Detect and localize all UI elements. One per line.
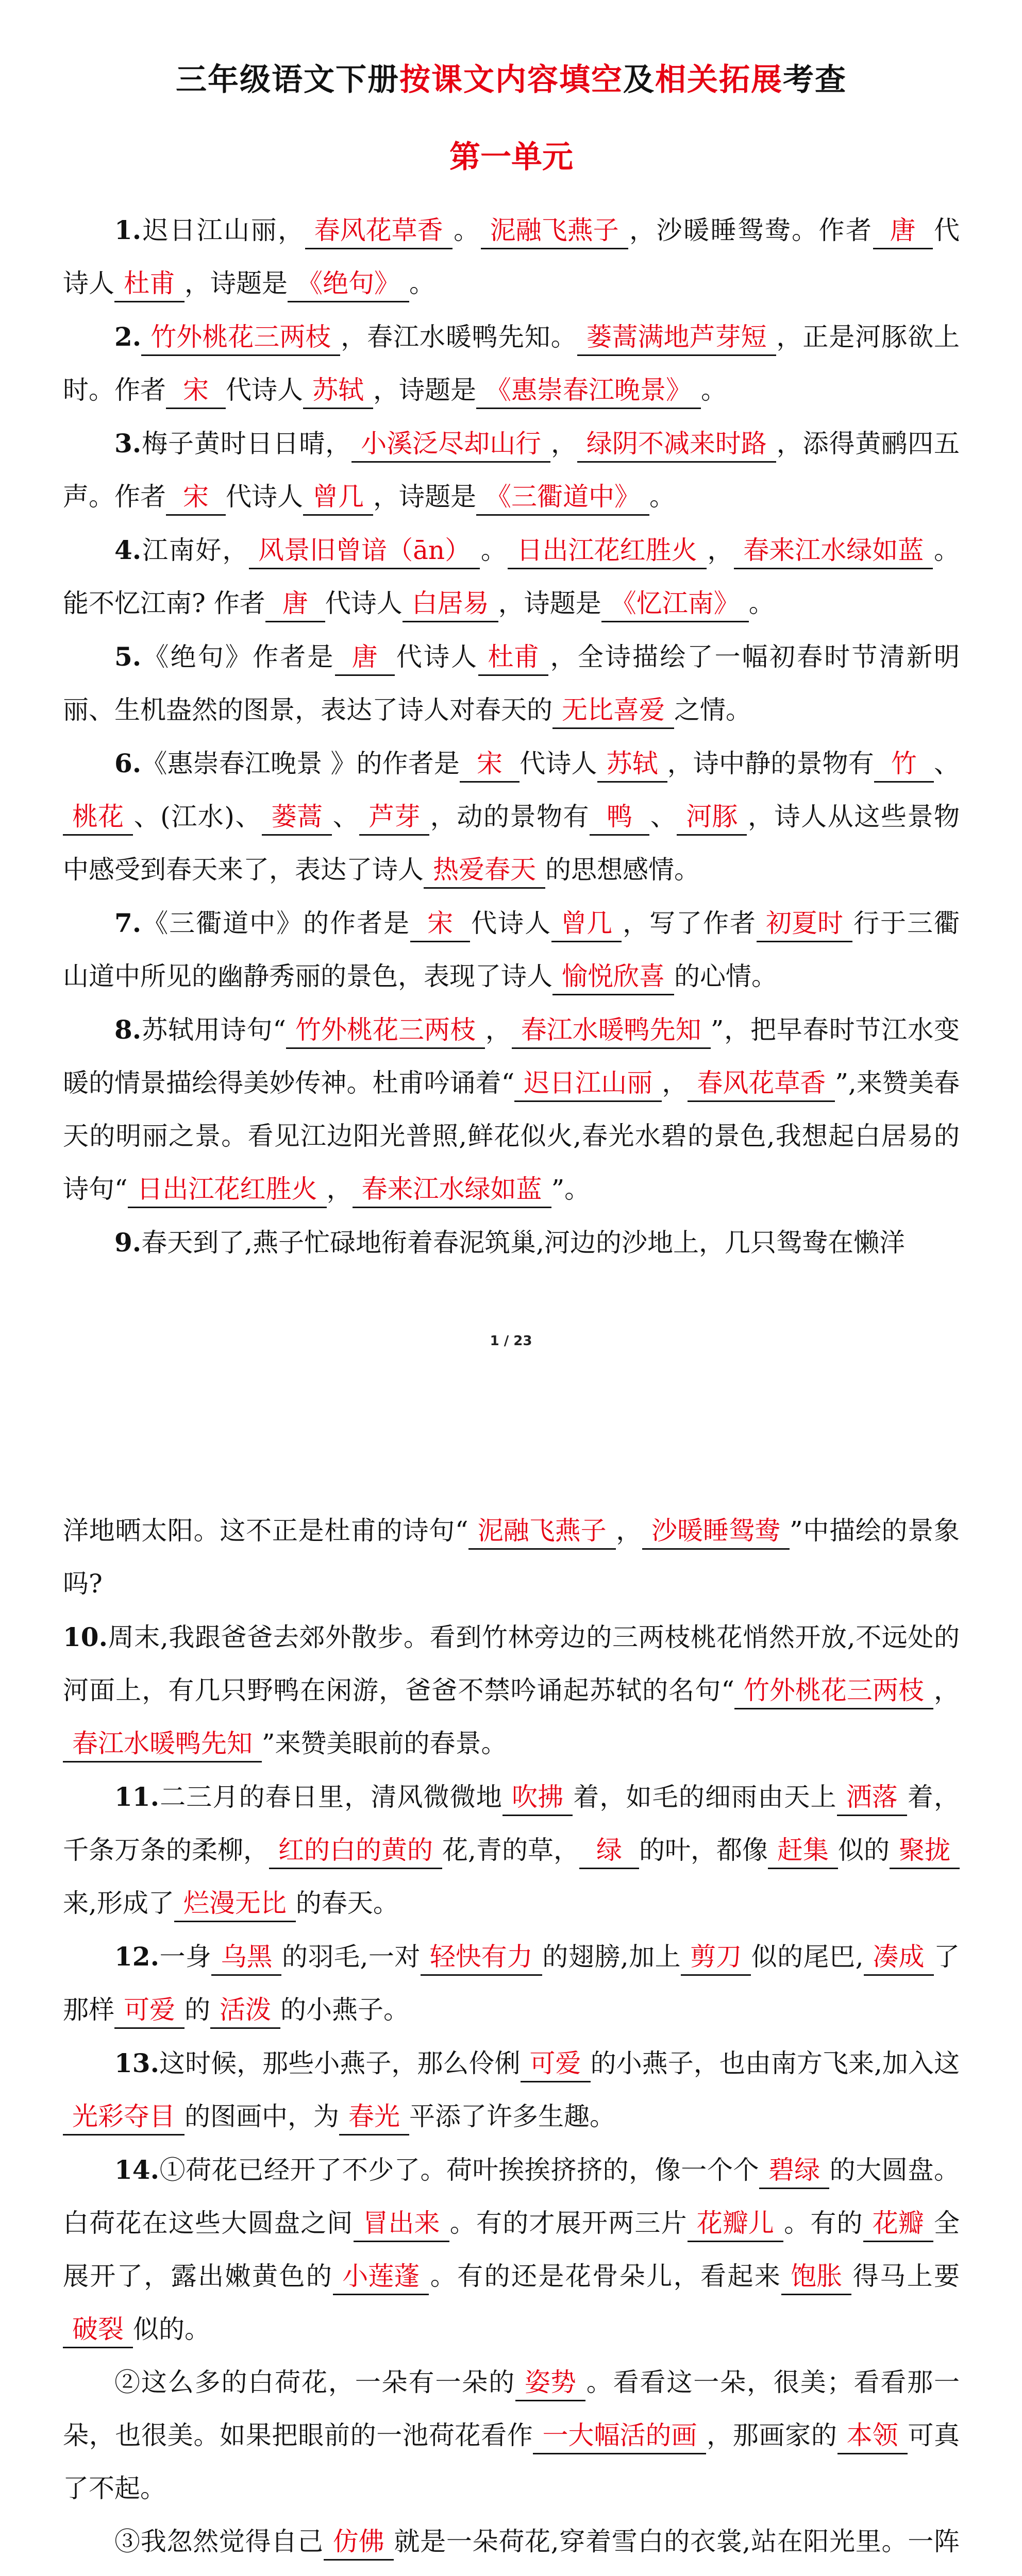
question-14-part-1: [63, 2143, 960, 2356]
answer-blank: 曾几: [551, 906, 622, 942]
answer-blank: 热爱春天: [424, 852, 545, 889]
text: ，沙暖睡鸳鸯。作者: [628, 215, 873, 245]
answer-blank: 日出江花红胜火: [508, 533, 707, 569]
answer-blank: 唐: [335, 639, 395, 676]
text: ，动的景物有: [429, 802, 590, 832]
answer-blank: 泥融飞燕子: [468, 1513, 616, 1550]
answer-blank: 愉悦欣喜: [552, 959, 674, 995]
answer-blank: 可爱: [521, 2046, 591, 2082]
text: 着，千条万条的柔柳，: [63, 1782, 960, 1865]
answer-blank: 蒌蒿: [262, 799, 332, 836]
text: ，添得黄鹂四五声。作者: [63, 429, 960, 512]
text: 。有的才展开两三片: [449, 2208, 688, 2238]
answer-blank: 小溪泛尽却山行: [351, 426, 550, 463]
text: 《三衢道中》的作者是: [141, 908, 411, 938]
answer-blank: 竹外桃花三两枝: [286, 1012, 485, 1049]
text: 代诗人: [325, 588, 403, 618]
text: 的: [185, 1995, 210, 2025]
answer-blank: 春江水暖鸭先知: [512, 1012, 711, 1049]
text: 的大圆盘。白荷花在这些大圆盘之间: [63, 2155, 960, 2238]
text: ，写了作者: [622, 908, 757, 938]
question-number: 10.: [63, 1622, 108, 1652]
page-1-content: [63, 57, 960, 1269]
text: ”，把早春时节江水变暖的情景描绘得美妙传神。杜甫吟诵着“: [63, 1015, 960, 1098]
text: 的翅膀,加上: [542, 1942, 681, 1972]
text: 代诗人: [226, 375, 303, 405]
text: 全展开了，露出嫩黄色的: [63, 2208, 960, 2291]
question-number: 3.: [114, 428, 142, 459]
question-number: 12.: [114, 1941, 159, 1972]
text: 的小燕子。: [280, 1995, 409, 2025]
answer-blank: 春光: [339, 2099, 409, 2136]
question-4: [63, 523, 960, 630]
text: 、(江水)、: [133, 802, 262, 832]
answer-blank: 赶集: [768, 1833, 838, 1869]
text: 。: [748, 588, 775, 618]
text: ①荷花已经开了不少了。荷叶挨挨挤挤的，像一个个: [159, 2155, 760, 2185]
text: ，: [484, 1015, 512, 1045]
question-5: [63, 630, 960, 737]
text: ，: [933, 1675, 960, 1705]
answer-blank: 本领: [837, 2418, 908, 2454]
text: 的羽毛,一对: [281, 1942, 421, 1972]
answer-blank: 无比喜爱: [552, 692, 674, 729]
answer-blank: 一大幅活的画: [533, 2418, 706, 2454]
answer-blank: 光彩夺目: [63, 2099, 185, 2136]
answer-blank: 杜甫: [114, 266, 185, 302]
text: ，: [326, 1174, 353, 1204]
answer-blank: 轻快有力: [421, 1939, 542, 1976]
question-9-part-1: [63, 1216, 960, 1269]
text: 迟日江山丽，: [141, 215, 305, 245]
answer-blank: 仿佛: [324, 2524, 394, 2561]
text: 似的尾巴,: [751, 1942, 864, 1972]
text: 。有的: [783, 2208, 863, 2238]
question-6: [63, 737, 960, 896]
text: 了那样: [63, 1942, 960, 2025]
question-3: [63, 417, 960, 523]
question-12: [63, 1930, 960, 2037]
answer-blank: 宋: [166, 372, 226, 409]
text: ，: [662, 1068, 688, 1098]
text: ，诗题是: [498, 588, 601, 618]
answer-blank: 风景旧曾谙（ān）: [249, 533, 480, 569]
text: 。: [409, 268, 435, 298]
text: 周末,我跟爸爸去郊外散步。看到竹林旁边的三两枝桃花悄然开放,不远处的河面上，有几只野鸭在闲游，爸爸不禁吟诵起苏轼的名句“: [63, 1622, 960, 1705]
answer-blank: 桃花: [63, 799, 133, 836]
question-number: 11.: [114, 1782, 159, 1812]
answer-blank: 鸭: [590, 799, 649, 836]
text: 梅子黄时日日晴，: [141, 429, 352, 459]
question-number: 2.: [114, 321, 142, 352]
text: 《绝句》作者是: [141, 642, 335, 672]
text: 平添了许多生趣。: [409, 2102, 615, 2131]
text: 苏轼用诗句“: [141, 1015, 286, 1045]
question-11: [63, 1770, 960, 1930]
text: 代诗人: [63, 215, 960, 298]
text: ，诗人从这些景物中感受到春天来了，表达了诗人: [63, 802, 960, 885]
answer-blank: 活泼: [210, 1992, 280, 2029]
title-part-b: 按课文内容填空: [399, 62, 623, 98]
text: ”。: [551, 1174, 591, 1204]
question-13: [63, 2037, 960, 2143]
answer-blank: 《三衢道中》: [476, 479, 649, 516]
answer-blank: 聚拢: [890, 1833, 960, 1869]
text: ，诗中静的景物有: [667, 749, 874, 778]
text: ，正是河豚欲上时。作者: [63, 322, 960, 405]
text: ，诗题是: [373, 375, 476, 405]
title-part-e: 考查: [783, 62, 847, 98]
title-part-a: 三年级语文下册: [176, 62, 399, 98]
text: ，: [706, 535, 734, 565]
answer-blank: 剪刀: [681, 1939, 751, 1976]
answer-blank: 烂漫无比: [174, 1886, 296, 1922]
page-2-content: [63, 1504, 960, 2576]
question-9-part-2: [63, 1504, 960, 1611]
answer-blank: 唐: [873, 213, 933, 249]
answer-blank: 可爱: [114, 1992, 185, 2029]
text: 的叶，都像: [639, 1835, 768, 1865]
text: 来,形成了: [63, 1888, 174, 1918]
answer-blank: 绿阴不减来时路: [577, 426, 776, 463]
text: 。看看这一朵，很美；看看那一朵，也很美。如果把眼前的一池荷花看作: [63, 2367, 960, 2450]
text: 代诗人: [520, 749, 597, 778]
text: 一身: [159, 1942, 212, 1972]
answer-blank: 白居易: [403, 586, 498, 622]
text: ，诗题是: [185, 268, 288, 298]
answer-blank: 破裂: [63, 2312, 133, 2348]
answer-blank: 冒出来: [354, 2206, 449, 2242]
text: ”中描绘的景象吗?: [63, 1516, 960, 1599]
text: 的春天。: [295, 1888, 399, 1918]
page-2: [0, 1463, 1022, 2576]
answer-blank: 杜甫: [478, 639, 548, 676]
answer-blank: 宋: [410, 906, 470, 942]
question-1: [63, 204, 960, 310]
answer-blank: 河豚: [677, 799, 747, 836]
answer-blank: 花瓣儿: [688, 2206, 783, 2242]
text: 春天到了,燕子忙碌地衔着春泥筑巢,河边的沙地上，几只鸳鸯在懒洋: [141, 1228, 905, 1258]
answer-blank: 苏轼: [303, 372, 373, 409]
question-number: 9.: [114, 1227, 142, 1258]
answer-blank: 《忆江南》: [601, 586, 749, 622]
text: 代诗人: [470, 908, 552, 938]
question-14-part-3: [63, 2515, 960, 2576]
answer-blank: 花瓣: [863, 2206, 933, 2242]
text: ，全诗描绘了一幅初春时节清新明丽、生机盎然的图景，表达了诗人对春天的: [63, 642, 960, 725]
answer-blank: 初夏时: [757, 906, 852, 942]
text: ，: [550, 429, 577, 459]
answer-blank: 小莲蓬: [333, 2259, 429, 2295]
answer-blank: 竹外桃花三两枝: [141, 319, 340, 356]
text: 。: [649, 482, 675, 512]
title-part-c: 及: [623, 62, 655, 98]
text: 这时候，那些小燕子，那么伶俐: [159, 2048, 521, 2078]
text: 。: [701, 375, 727, 405]
answer-blank: 春江水暖鸭先知: [63, 1726, 262, 1762]
answer-blank: 《绝句》: [288, 266, 409, 302]
answer-blank: 唐: [265, 586, 325, 622]
text: 。: [480, 535, 508, 565]
answer-blank: 春风花草香: [305, 213, 453, 249]
text: 。能不忆江南? 作者: [63, 535, 960, 618]
text: 、: [332, 802, 360, 832]
text: ，诗题是: [373, 482, 476, 512]
question-7: [63, 896, 960, 1003]
answer-blank: 迟日江山丽: [514, 1065, 662, 1102]
question-2: [63, 310, 960, 417]
text: 的图画中，为: [185, 2102, 339, 2131]
question-number: 8.: [114, 1014, 142, 1045]
text: 代诗人: [226, 482, 303, 512]
text: 的思想感情。: [545, 855, 700, 885]
answer-blank: 日出江花红胜火: [128, 1172, 327, 1208]
answer-blank: 姿势: [515, 2365, 585, 2401]
text: 。有的还是花骨朵儿，看起来: [429, 2261, 782, 2291]
question-number: 13.: [114, 2048, 159, 2078]
text: 江南好，: [141, 535, 249, 565]
question-number: 1.: [114, 215, 142, 245]
question-number: 5.: [114, 641, 142, 672]
text: 可真了不起。: [63, 2420, 960, 2503]
question-number: 14.: [114, 2155, 159, 2185]
answer-blank: 凑成: [864, 1939, 934, 1976]
text: 《惠崇春江晚景 》的作者是: [141, 749, 460, 778]
text: ”来赞美眼前的春景。: [262, 1728, 507, 1758]
text: 洋地晒太阳。这不正是杜甫的诗句“: [63, 1516, 468, 1546]
text: 、: [933, 749, 960, 778]
answer-blank: 竹外桃花三两枝: [734, 1673, 933, 1709]
answer-blank: 蒌蒿满地芦芽短: [577, 319, 776, 356]
text: 。: [452, 215, 481, 245]
title-part-d: 相关拓展: [655, 62, 783, 98]
text: 得马上要: [851, 2261, 960, 2291]
question-number: 4.: [114, 535, 142, 565]
answer-blank: 碧绿: [759, 2153, 829, 2189]
answer-blank: 宋: [166, 479, 226, 516]
text: 似的。: [133, 2314, 210, 2344]
question-8: [63, 1003, 960, 1216]
question-10: [63, 1611, 960, 1770]
text: 行于三衢山道中所见的幽静秀丽的景色，表现了诗人: [63, 908, 960, 991]
text: 二三月的春日里，清风微微地: [159, 1782, 503, 1812]
answer-blank: 《惠崇春江晚景》: [476, 372, 701, 409]
answer-blank: 春风花草香: [688, 1065, 835, 1102]
answer-blank: 宋: [460, 746, 520, 783]
answer-blank: 春来江水绿如蓝: [353, 1172, 551, 1208]
text: 代诗人: [394, 642, 479, 672]
answer-blank: 沙暖睡鸳鸯: [642, 1513, 790, 1550]
text: ③我忽然觉得自己: [114, 2527, 324, 2556]
answer-blank: 泥融飞燕子: [481, 213, 628, 249]
answer-blank: 乌黑: [211, 1939, 281, 1976]
answer-blank: 洒落: [837, 1780, 907, 1816]
text: 花,青的草，: [442, 1835, 579, 1865]
text: ，那画家的: [706, 2420, 837, 2450]
question-number: 7.: [114, 908, 142, 938]
answer-blank: 红的白的黄的: [269, 1833, 442, 1869]
text: 、: [649, 802, 677, 832]
answer-blank: 曾几: [303, 479, 373, 516]
document-title: [63, 57, 960, 103]
text: ”,来赞美春天的明丽之景。看见江边阳光普照,鲜花似火,春光水碧的景色,我想起白居易的诗句“: [63, 1068, 960, 1204]
text: 的小燕子，也由南方飞来,加入这: [590, 2048, 960, 2078]
text: 的心情。: [674, 961, 777, 991]
text: ，春江水暖鸭先知。: [340, 322, 577, 352]
text: 就是一朵荷花,穿着雪白的衣裳,站在阳光里。一阵: [393, 2527, 960, 2556]
text: ，: [615, 1516, 643, 1546]
answer-blank: 竹: [874, 746, 934, 783]
answer-blank: 绿: [579, 1833, 639, 1869]
unit-heading: 第一单元: [449, 139, 573, 175]
answer-blank: 芦芽: [359, 799, 429, 836]
question-number: 6.: [114, 748, 142, 778]
text: 之情。: [674, 695, 751, 725]
answer-blank: 苏轼: [597, 746, 667, 783]
answer-blank: 饱胀: [781, 2259, 851, 2295]
text: ②这么多的白荷花，一朵有一朵的: [114, 2367, 515, 2397]
question-14-part-2: [63, 2356, 960, 2515]
page-number: 1 / 23: [490, 1333, 532, 1349]
text: 似的: [837, 1835, 890, 1865]
answer-blank: 春来江水绿如蓝: [734, 533, 933, 569]
text: 着，如毛的细雨由天上: [573, 1782, 837, 1812]
answer-blank: 吹拂: [502, 1780, 573, 1816]
